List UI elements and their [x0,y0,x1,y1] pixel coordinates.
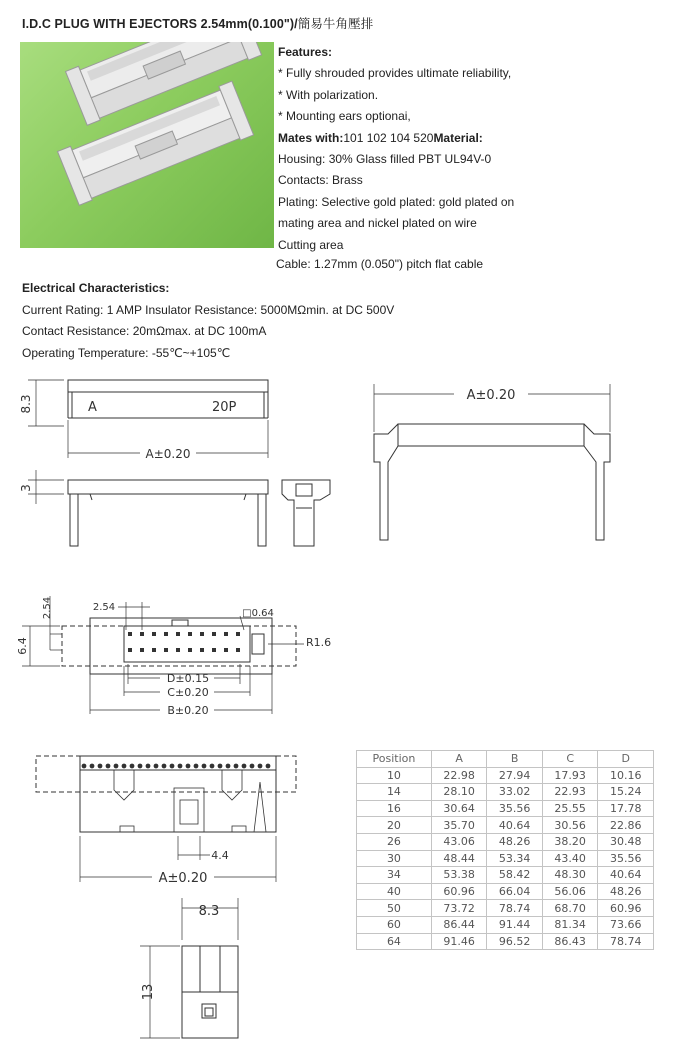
electrical-line: Current Rating: 1 AMP Insulator Resistance: 5000MΩmin. at DC 500V [22,302,395,317]
table-cell: 48.26 [487,833,543,850]
dim-4-4: 4.4 [211,849,229,862]
table-row [357,833,654,850]
pin-rows [128,632,240,652]
table-cell: 78.74 [598,933,654,950]
table-cell: 91.44 [487,916,543,933]
table-cell: 10.16 [598,767,654,784]
feature-item: * With polarization. [278,87,379,102]
dim-c: C±0.20 [167,686,209,699]
mark-20p: 20P [212,400,237,415]
dimension-table [356,750,654,950]
table-cell: 35.56 [487,800,543,817]
pin-field-view [16,596,331,717]
table-cell: 50 [357,900,432,917]
features-section [278,42,698,256]
connector-illustration [20,42,274,248]
dim-13: 13 [141,983,156,1001]
table-cell: 53.34 [487,850,543,867]
feature-item: * Fully shrouded provides ultimate reliability, [278,66,512,81]
table-cell: 30.64 [431,800,487,817]
table-cell: 78.74 [487,900,543,917]
table-row [357,800,654,817]
pin-side-view [19,470,268,546]
dim-d: D±0.15 [166,672,210,685]
table-cell: 43.06 [431,833,487,850]
dim-8-3-bottom: 8.3 [198,904,220,919]
table-cell: 58.42 [487,867,543,884]
table-cell: 91.46 [431,933,487,950]
table-row [357,883,654,900]
dim-0-64: □0.64 [242,608,274,619]
table-cell: 40 [357,883,432,900]
electrical-section [22,278,394,364]
table-cell: 73.66 [598,916,654,933]
table-cell: 43.40 [542,850,598,867]
table-cell: 28.10 [431,784,487,801]
end-view-small [282,480,330,546]
dim-r1-6: R1.6 [306,636,332,649]
dim-a-bottom: A±0.20 [158,871,208,886]
table-cell: 40.64 [487,817,543,834]
feature-item: * Mounting ears optionai, [278,109,411,124]
table-row [357,933,654,950]
table-cell: 86.44 [431,916,487,933]
ejector-view [374,384,610,540]
table-row [357,850,654,867]
dim-3: 3 [19,484,33,492]
header-a: A [431,751,487,768]
table-body [357,767,654,950]
page-title [22,14,373,32]
table-cell: 22.86 [598,817,654,834]
table-cell: 60.96 [598,900,654,917]
table-cell: 34 [357,867,432,884]
table-cell: 86.43 [542,933,598,950]
header-d: D [598,751,654,768]
table-cell: 68.70 [542,900,598,917]
title-main: I.D.C PLUG WITH EJECTORS 2.54mm(0.100")/ [22,17,298,31]
cable-text: Cable: 1.27mm (0.050") pitch flat cable [276,257,484,271]
table-cell: 30.56 [542,817,598,834]
table-cell: 73.72 [431,900,487,917]
header-c: C [542,751,598,768]
table-row [357,767,654,784]
table-row [357,916,654,933]
table-cell: 40.64 [598,867,654,884]
table-cell: 14 [357,784,432,801]
table-cell: 30 [357,850,432,867]
plating-text-3: Cutting area [278,237,344,252]
table-cell: 25.55 [542,800,598,817]
plating-text-2: mating area and nickel plated on wire [278,216,477,231]
dim-2-54-horizontal: 2.54 [92,602,116,613]
title-chinese: 簡易牛角壓排 [297,17,374,31]
mates-value: 101 102 104 520 [343,130,434,145]
header-position: Position [357,751,432,768]
table-cell: 10 [357,767,432,784]
mark-a: A [88,400,97,415]
mates-label: Mates with: [278,130,344,145]
table-cell: 38.20 [542,833,598,850]
table-cell: 20 [357,817,432,834]
table-cell: 33.02 [487,784,543,801]
table-cell: 15.24 [598,784,654,801]
features-heading: Features: [278,45,333,59]
table-cell: 66.04 [487,883,543,900]
table-cell: 17.93 [542,767,598,784]
table-cell: 22.93 [542,784,598,801]
dim-a-ejector: A±0.20 [466,388,516,403]
table-cell: 48.30 [542,867,598,884]
table-cell: 35.70 [431,817,487,834]
table-cell: 48.44 [431,850,487,867]
table-cell: 64 [357,933,432,950]
electrical-line: Operating Temperature: -55℃~+105℃ [22,345,231,360]
table-cell: 60 [357,916,432,933]
table-header-row [357,751,654,768]
table-cell: 16 [357,800,432,817]
electrical-line: Contact Resistance: 20mΩmax. at DC 100mA [22,324,267,339]
table-row [357,867,654,884]
plating-text: Plating: Selective gold plated: gold plated on [278,194,515,209]
header-b: B [487,751,543,768]
contacts-text: Contacts: Brass [278,173,363,188]
technical-drawing [0,362,700,1062]
table-cell: 35.56 [598,850,654,867]
product-photo [20,42,274,248]
table-row [357,784,654,801]
table-cell: 48.26 [598,883,654,900]
dim-b: B±0.20 [167,704,209,717]
electrical-heading: Electrical Characteristics: [22,281,170,295]
dim-2-54-vertical: 2.54 [42,596,53,620]
table-cell: 17.78 [598,800,654,817]
table-row [357,817,654,834]
table-cell: 27.94 [487,767,543,784]
table-cell: 60.96 [431,883,487,900]
table-cell: 53.38 [431,867,487,884]
table-cell: 81.34 [542,916,598,933]
table-cell: 30.48 [598,833,654,850]
dim-a-front: A±0.20 [145,447,191,461]
table-cell: 26 [357,833,432,850]
table-row [357,900,654,917]
table-cell: 56.06 [542,883,598,900]
bottom-front-view [36,756,296,886]
table-cell: 96.52 [487,933,543,950]
material-label: Material: [433,130,483,145]
table-cell: 22.98 [431,767,487,784]
dim-8-3: 8.3 [19,394,33,414]
end-view-bottom [140,898,238,1038]
front-view [19,380,268,461]
dim-6-4: 6.4 [16,637,29,655]
housing-text: Housing: 30% Glass filled PBT UL94V-0 [278,152,492,167]
